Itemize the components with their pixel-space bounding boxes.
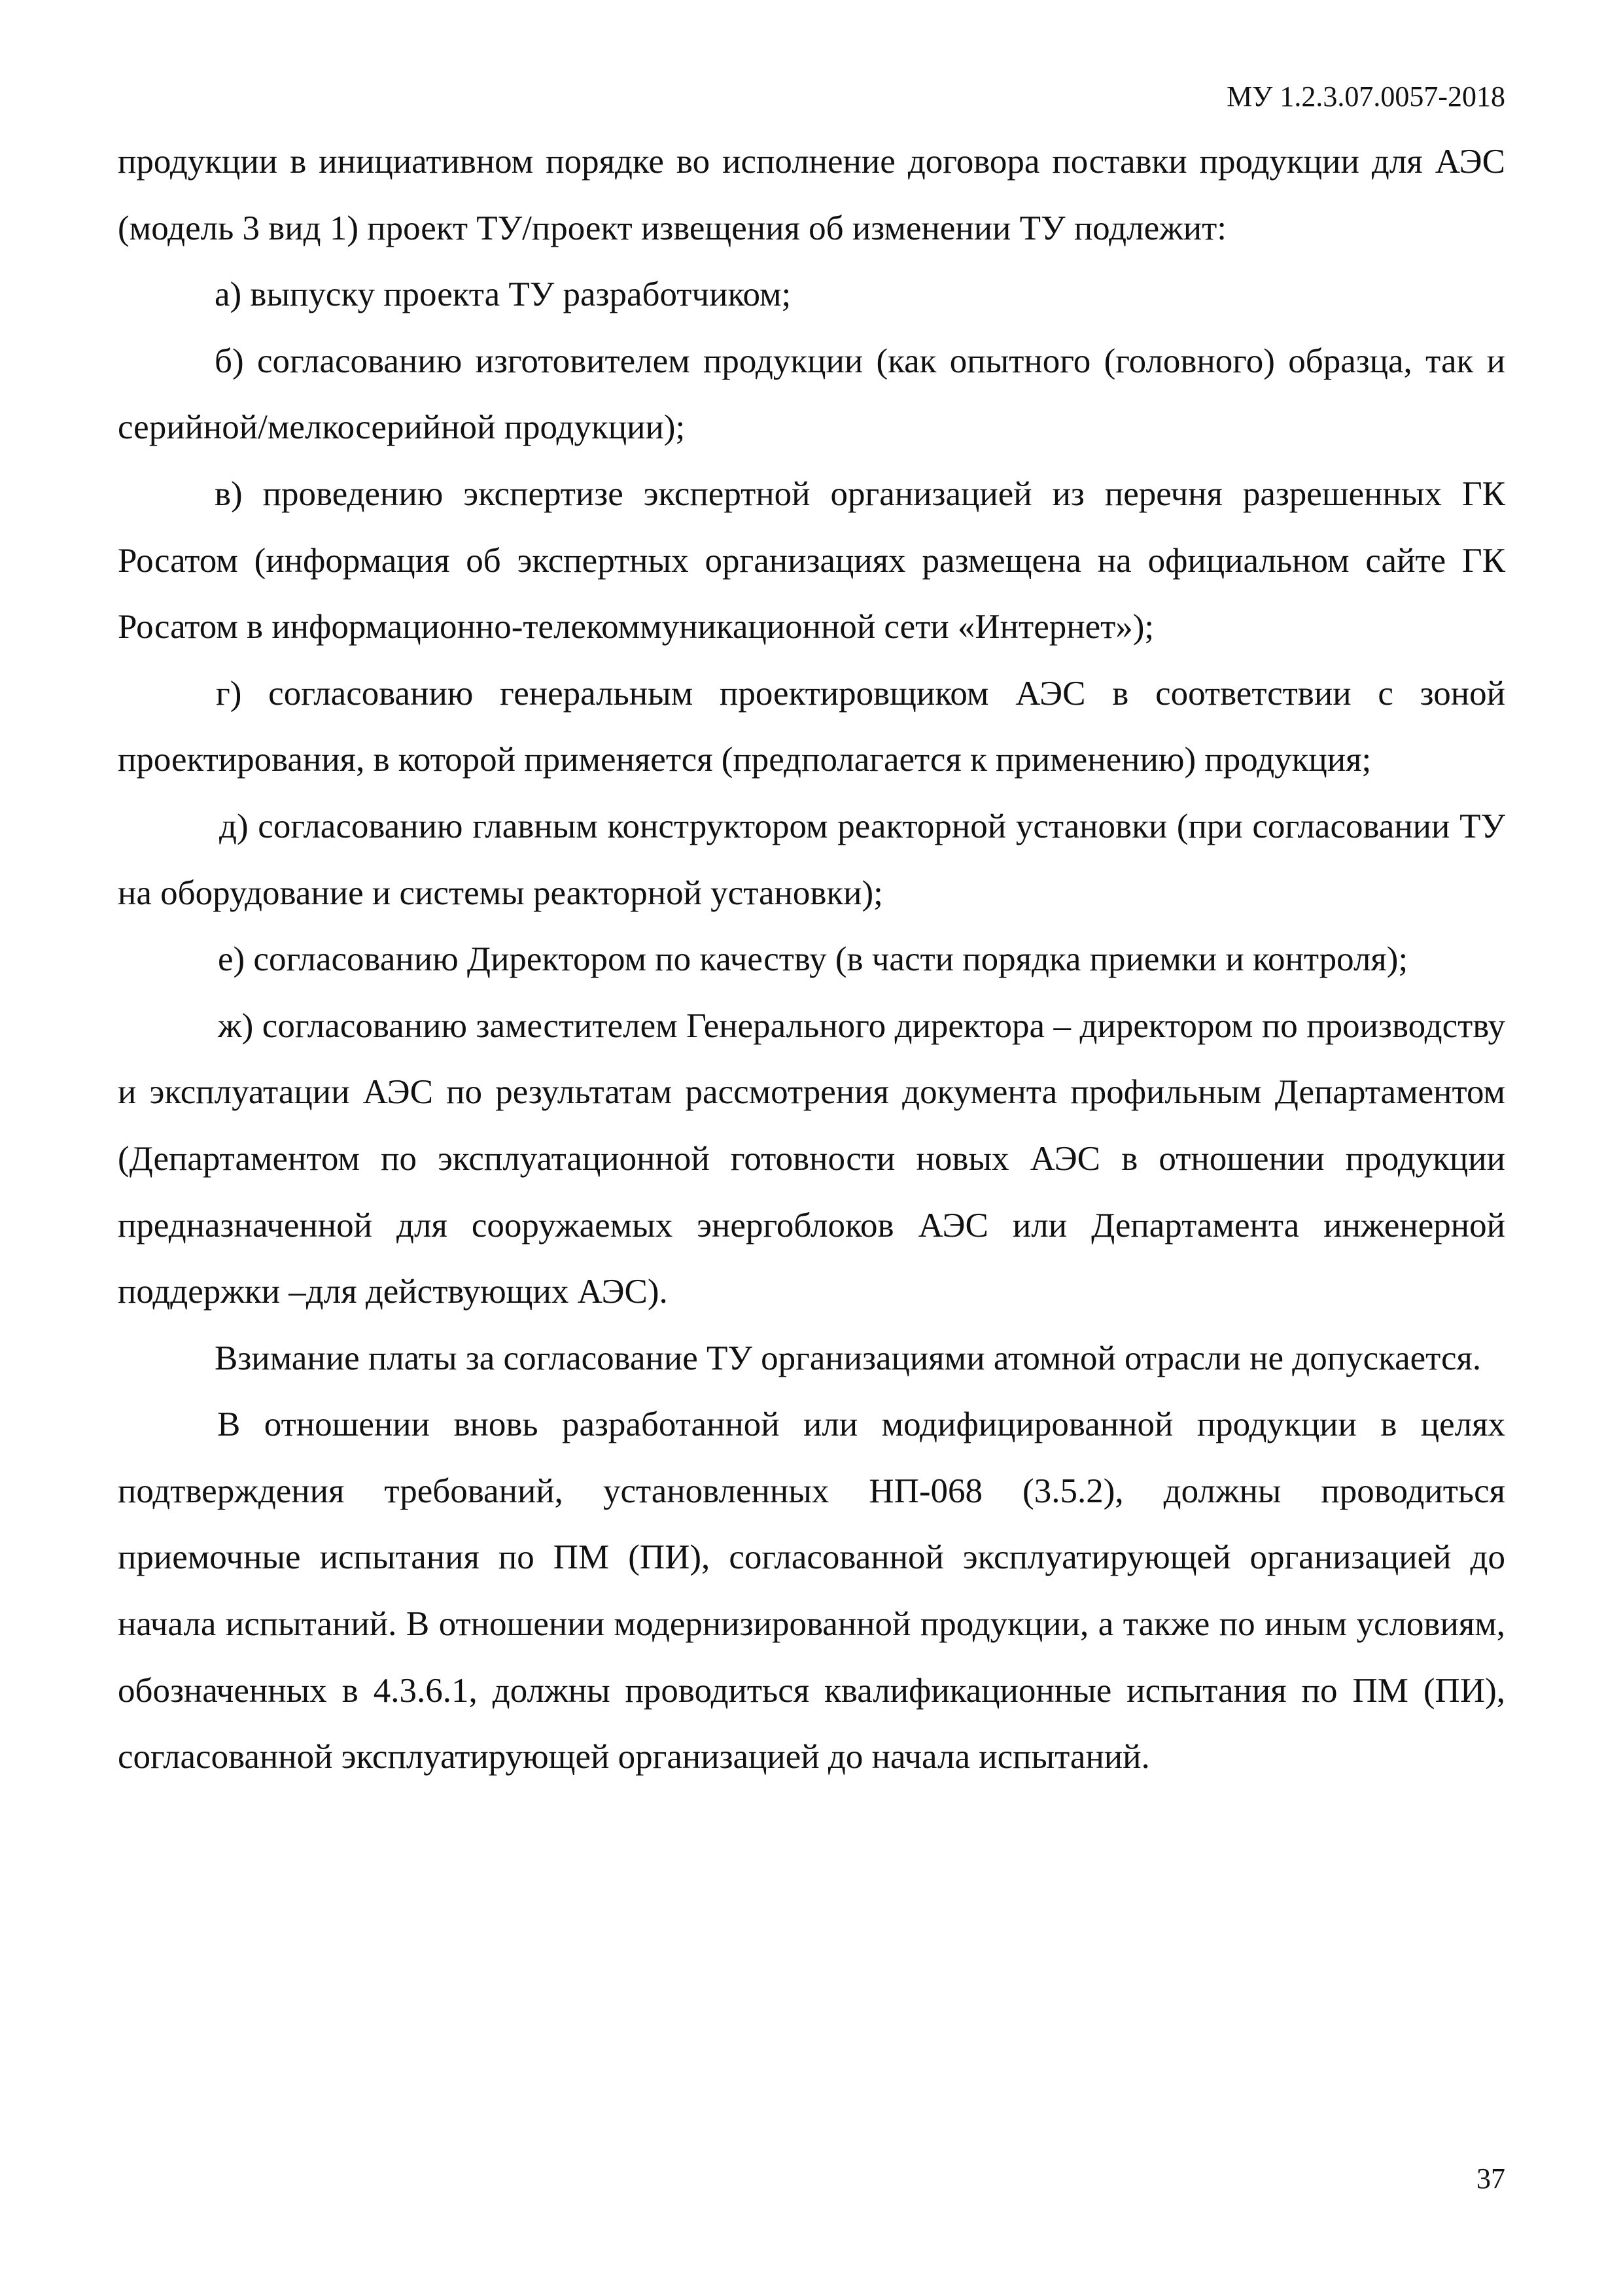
list-item-a: а) выпуску проекта ТУ разработчиком; — [215, 275, 792, 314]
paragraph-tests: В отношении вновь разработанной или модифицированной продукции в целях подтверждения требований, установленных НП-068 (3.5.2), должны проводиться приемочные испытания по ПМ (ПИ), согласованной эксплуатирующей организацией до начала испытаний. В отношении модернизированной продукции, а также по иным условиям, обозначенных в 4.3.6.1, должны проводиться квалификационные испытания по ПМ (ПИ), согласованной эксплуатирующей организацией до начала испытаний. — [118, 1405, 1505, 1776]
list-item-e: е) согласованию Директором по качеству (в части порядка приемки и контроля); — [218, 940, 1408, 979]
list-item-b: б) согласованию изготовителем продукции (как опытного (головного) образца, так и серийной/мелкосерийной продукции); — [118, 342, 1505, 447]
document-code: МУ 1.2.3.07.0057-2018 — [1227, 80, 1505, 113]
page-number: 37 — [1476, 2163, 1505, 2195]
document-body — [118, 129, 1505, 1791]
list-item-g: г) согласованию генеральным проектировщиком АЭС в соответствии с зоной проектирования, в которой применяется (предполагается к применению) продукция; — [118, 674, 1505, 779]
list-item-d: д) согласованию главным конструктором реакторной установки (при согласовании ТУ на оборудование и системы реакторной установки); — [118, 807, 1505, 912]
list-item-zh: ж) согласованию заместителем Генерального директора – директором по производству и эксплуатации АЭС по результатам рассмотрения документа профильным Департаментом (Департаментом по эксплуатационной готовности новых АЭС в отношении продукции предназначенной для сооружаемых энергоблоков АЭС или Департамента инженерной поддержки –для действующих АЭС). — [118, 1006, 1505, 1311]
list-item-v: в) проведению экспертизе экспертной организацией из перечня разрешенных ГК Росатом (информация об экспертных организациях размещена на официальном сайте ГК Росатом в информационно-телекоммуникационной сети «Интернет»); — [118, 474, 1505, 646]
paragraph-continuation: продукции в инициативном порядке во исполнение договора поставки продукции для АЭС (модель 3 вид 1) проект ТУ/проект извещения об изменении ТУ подлежит: — [118, 143, 1505, 247]
paragraph-fees: Взимание платы за согласование ТУ организациями атомной отрасли не допускается. — [215, 1339, 1482, 1377]
